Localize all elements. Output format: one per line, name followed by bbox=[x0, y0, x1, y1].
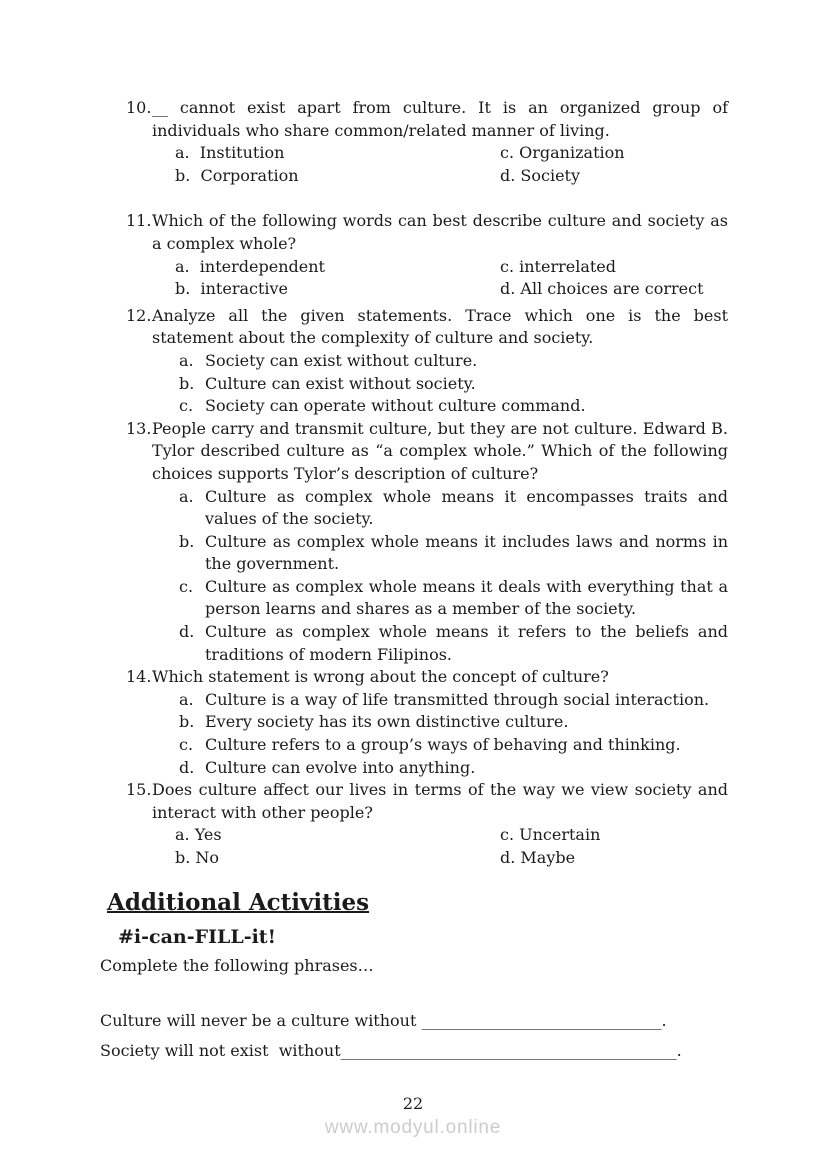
option-d bbox=[100, 621, 728, 666]
option-text: Every society has its own distinctive culture. bbox=[205, 712, 569, 732]
question-number: 12. bbox=[126, 305, 152, 325]
option-c bbox=[100, 395, 728, 418]
option-d: d. Maybe bbox=[500, 848, 576, 867]
option-letter: d. bbox=[179, 622, 195, 642]
option-text: Culture as complex whole means it encompasses traits and values of the society. bbox=[205, 486, 728, 529]
question-text: Which statement is wrong about the concept of culture? bbox=[152, 667, 609, 687]
option-a bbox=[100, 350, 728, 373]
instruction-text: Complete the following phrases… bbox=[100, 955, 374, 975]
option-b: b. Corporation bbox=[175, 165, 299, 185]
option-a: a. Yes bbox=[175, 825, 222, 845]
question-number: 10. bbox=[126, 98, 152, 117]
option-b: b. interactive bbox=[175, 279, 289, 299]
watermark: www.modyul.online bbox=[324, 1117, 502, 1138]
option-letter: c. bbox=[179, 735, 194, 755]
question-text: Analyze all the given statements. Trace which one is the best statement about the complexity of culture and society. bbox=[152, 305, 728, 348]
page-content bbox=[100, 97, 728, 1062]
question-10 bbox=[100, 97, 728, 187]
fill-line-society bbox=[100, 1040, 728, 1062]
option-row bbox=[100, 256, 728, 279]
option-a: a. interdependent bbox=[175, 256, 325, 276]
option-b bbox=[100, 373, 728, 396]
option-c: c. Uncertain bbox=[500, 825, 601, 845]
option-d bbox=[100, 757, 728, 780]
page-number: 22 bbox=[402, 1094, 424, 1113]
option-text: Culture can evolve into anything. bbox=[205, 757, 476, 777]
option-a bbox=[100, 486, 728, 531]
fill-line-culture bbox=[100, 1010, 728, 1032]
question-11 bbox=[100, 210, 728, 300]
option-b bbox=[100, 711, 728, 734]
option-letter: d. bbox=[179, 757, 195, 777]
option-letter: c. bbox=[179, 576, 194, 596]
option-text: Society can exist without culture. bbox=[205, 350, 478, 370]
option-letter: a. bbox=[179, 350, 194, 370]
question-line bbox=[100, 779, 728, 824]
option-text: Culture is a way of life transmitted through social interaction. bbox=[205, 689, 710, 709]
option-row bbox=[100, 165, 728, 188]
question-text: __ cannot exist apart from culture. It is an organized group of individuals who share common/related manner of living. bbox=[152, 98, 728, 140]
option-row bbox=[100, 824, 728, 847]
option-text: Culture as complex whole means it deals with everything that a person learns and shares as a member of the society. bbox=[205, 576, 728, 619]
option-row bbox=[100, 847, 728, 870]
question-text: Does culture affect our lives in terms of the way we view society and interact with other people? bbox=[152, 780, 728, 822]
question-14 bbox=[100, 666, 728, 779]
question-line bbox=[100, 418, 728, 486]
option-c: c. interrelated bbox=[500, 256, 617, 276]
fill-prefix: Society will not exist without bbox=[100, 1041, 341, 1061]
question-text: People carry and transmit culture, but they are not culture. Edward B. Tylor described culture as “a complex whole.” Which of the following choices supports Tylor’s description of culture? bbox=[152, 418, 728, 483]
fill-suffix: . bbox=[661, 1011, 667, 1031]
option-letter: b. bbox=[179, 712, 195, 732]
option-text: Culture can exist without society. bbox=[205, 373, 476, 393]
option-c bbox=[100, 576, 728, 621]
option-text: Culture refers to a group’s ways of behaving and thinking. bbox=[205, 735, 681, 755]
option-a bbox=[100, 689, 728, 712]
question-line bbox=[100, 210, 728, 255]
option-c bbox=[100, 734, 728, 757]
option-b: b. No bbox=[175, 848, 220, 867]
fill-prefix: Culture will never be a culture without bbox=[100, 1011, 422, 1031]
fill-suffix: . bbox=[676, 1041, 682, 1061]
question-line bbox=[100, 666, 728, 689]
question-number: 13. bbox=[126, 418, 152, 438]
question-line bbox=[100, 305, 728, 350]
option-letter: a. bbox=[179, 486, 194, 506]
option-c: c. Organization bbox=[500, 143, 625, 163]
question-13 bbox=[100, 418, 728, 667]
question-number: 15. bbox=[126, 780, 152, 800]
question-15 bbox=[100, 779, 728, 869]
option-letter: b. bbox=[179, 531, 195, 551]
option-d: d. Society bbox=[500, 165, 581, 185]
additional-activities-section bbox=[100, 870, 728, 1063]
option-text: Culture as complex whole means it includes laws and norms in the government. bbox=[205, 531, 728, 574]
option-letter: c. bbox=[179, 396, 194, 416]
option-b bbox=[100, 531, 728, 576]
option-d: d. All choices are correct bbox=[500, 279, 704, 299]
option-letter: a. bbox=[179, 689, 194, 709]
fill-blank: ______________________________ bbox=[421, 1011, 662, 1031]
question-12 bbox=[100, 305, 728, 418]
additional-activities-heading: Additional Activities bbox=[107, 888, 370, 916]
question-text: Which of the following words can best describe culture and society as a complex whole? bbox=[152, 211, 728, 253]
question-number: 11. bbox=[126, 211, 152, 231]
question-number: 14. bbox=[126, 667, 152, 687]
option-text: Society can operate without culture command. bbox=[205, 396, 586, 416]
question-line bbox=[100, 97, 728, 142]
option-row bbox=[100, 278, 728, 301]
activity-title: #i-can-FILL-it! bbox=[118, 925, 276, 948]
option-a: a. Institution bbox=[175, 143, 285, 163]
option-text: Culture as complex whole means it refers to the beliefs and traditions of modern Filipinos. bbox=[205, 622, 728, 664]
option-letter: b. bbox=[179, 373, 195, 393]
option-row bbox=[100, 142, 728, 165]
fill-blank: __________________________________________ bbox=[340, 1041, 677, 1061]
